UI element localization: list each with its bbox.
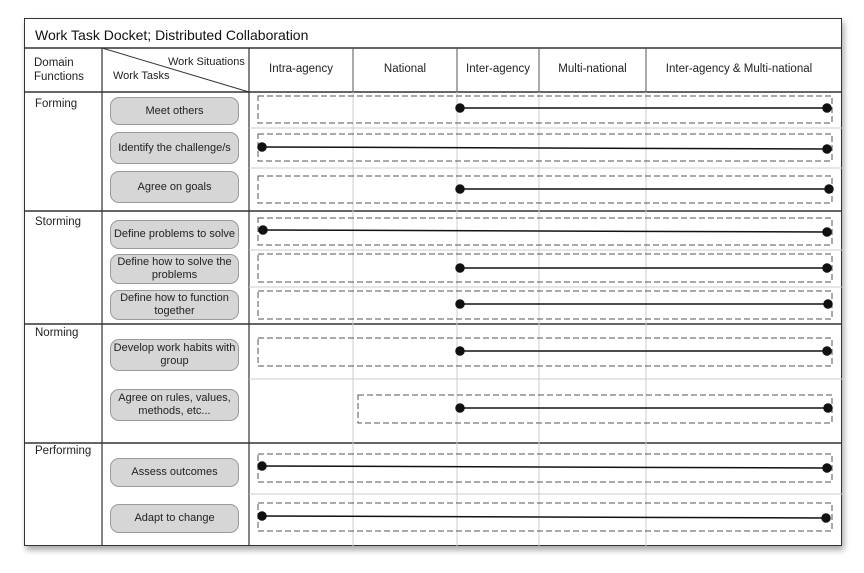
task-agree-rules: Agree on rules, values, methods, etc... xyxy=(110,389,239,421)
range-identify-challenge xyxy=(258,143,831,153)
range-agree-goals xyxy=(456,185,833,193)
range-define-problems xyxy=(259,226,831,236)
range-box xyxy=(258,291,832,319)
domain-norming: Norming xyxy=(35,327,79,339)
domain-storming: Storming xyxy=(35,216,82,228)
range-box xyxy=(258,338,832,366)
task-work-habits: Develop work habits with group xyxy=(110,339,239,371)
column-header-national: National xyxy=(383,63,427,75)
domain-label-line1: Domain xyxy=(34,57,74,69)
column-header-inter-agency: Inter-agency xyxy=(466,63,530,75)
range-box xyxy=(258,96,832,123)
range-function-together xyxy=(456,300,832,308)
task-assess-outcomes: Assess outcomes xyxy=(110,458,239,487)
domain-label-line2: Functions xyxy=(34,71,84,83)
task-define-problems: Define problems to solve xyxy=(110,220,239,249)
column-header-intra-agency: Intra-agency xyxy=(269,63,333,75)
task-agree-goals: Agree on goals xyxy=(110,171,239,203)
range-assess-outcomes xyxy=(258,462,831,472)
range-work-habits xyxy=(456,347,831,355)
domain-functions-label xyxy=(34,56,84,84)
work-tasks-label: Work Tasks xyxy=(113,70,170,82)
column-header-inter-multi: Inter-agency & Multi-national xyxy=(665,63,813,75)
range-meet-others xyxy=(456,104,831,112)
domain-forming: Forming xyxy=(35,98,78,110)
range-box xyxy=(358,395,832,423)
range-adapt-change xyxy=(258,512,830,522)
task-meet-others: Meet others xyxy=(110,97,239,125)
task-adapt-change: Adapt to change xyxy=(110,504,239,533)
column-header-multi-national: Multi-national xyxy=(558,63,627,75)
task-define-function: Define how to function together xyxy=(110,290,239,320)
task-define-solve: Define how to solve the problems xyxy=(110,254,239,284)
range-solve-problems xyxy=(456,264,831,272)
range-agree-rules xyxy=(456,404,832,412)
task-identify-challenge: Identify the challenge/s xyxy=(110,132,239,164)
docket-title: Work Task Docket; Distributed Collaboration xyxy=(35,27,309,43)
domain-performing: Performing xyxy=(35,445,92,457)
work-situations-label: Work Situations xyxy=(168,56,245,68)
